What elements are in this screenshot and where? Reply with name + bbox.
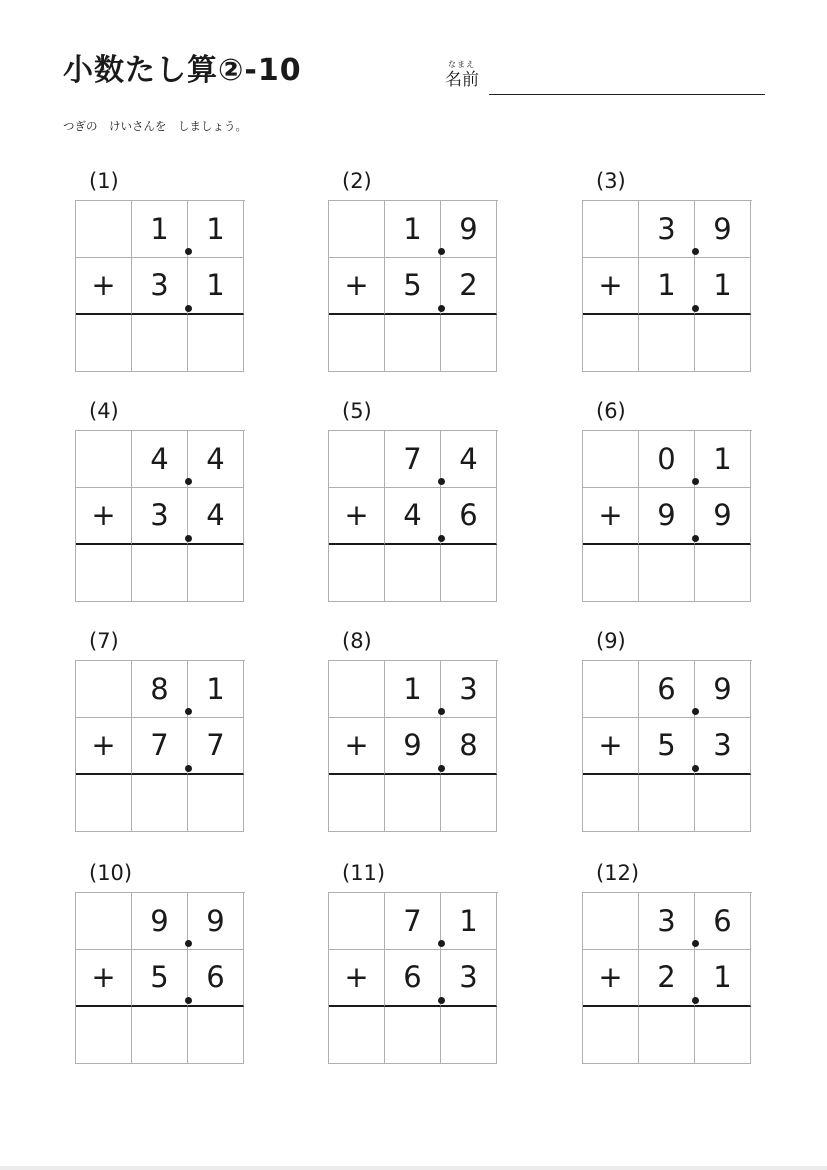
bottom-ones-digit: 3 bbox=[132, 258, 188, 315]
answer-tenths-cell[interactable] bbox=[188, 775, 244, 832]
answer-cell[interactable] bbox=[583, 545, 639, 602]
top-tenths-digit: 1 bbox=[441, 893, 497, 950]
answer-ones-cell[interactable] bbox=[385, 545, 441, 602]
answer-tenths-cell[interactable] bbox=[441, 545, 497, 602]
calculation-grid bbox=[582, 430, 752, 602]
top-decimal-point bbox=[438, 940, 445, 947]
answer-cell[interactable] bbox=[76, 315, 132, 372]
answer-cell[interactable] bbox=[583, 775, 639, 832]
problem-2 bbox=[328, 168, 498, 368]
answer-cell[interactable] bbox=[583, 1007, 639, 1064]
answer-cell[interactable] bbox=[329, 1007, 385, 1064]
answer-cell[interactable] bbox=[329, 315, 385, 372]
bottom-ones-digit: 9 bbox=[639, 488, 695, 545]
plus-sign: + bbox=[583, 258, 639, 315]
bottom-tenths-digit: 1 bbox=[188, 258, 244, 315]
answer-cell[interactable] bbox=[329, 545, 385, 602]
bottom-decimal-point bbox=[185, 765, 192, 772]
answer-tenths-cell[interactable] bbox=[441, 775, 497, 832]
answer-tenths-cell[interactable] bbox=[188, 545, 244, 602]
worksheet-title: 小数たし算②-10 bbox=[63, 53, 302, 88]
bottom-ones-digit: 4 bbox=[385, 488, 441, 545]
name-label: 名前 bbox=[445, 70, 479, 90]
top-decimal-point bbox=[185, 478, 192, 485]
bottom-tenths-digit: 9 bbox=[695, 488, 751, 545]
answer-ones-cell[interactable] bbox=[385, 1007, 441, 1064]
top-ones-digit: 7 bbox=[385, 431, 441, 488]
calculation-grid bbox=[582, 660, 752, 832]
calculation-grid bbox=[75, 660, 245, 832]
empty-cell bbox=[76, 893, 132, 950]
top-decimal-point bbox=[438, 708, 445, 715]
problem-number: (2) bbox=[342, 169, 372, 193]
calculation-grid bbox=[328, 430, 498, 602]
bottom-decimal-point bbox=[185, 997, 192, 1004]
top-tenths-digit: 9 bbox=[695, 661, 751, 718]
problem-7 bbox=[75, 628, 245, 828]
answer-cell[interactable] bbox=[76, 545, 132, 602]
top-ones-digit: 3 bbox=[639, 893, 695, 950]
top-decimal-point bbox=[692, 248, 699, 255]
top-tenths-digit: 1 bbox=[188, 661, 244, 718]
top-decimal-point bbox=[438, 248, 445, 255]
problem-number: (4) bbox=[89, 399, 119, 423]
plus-sign: + bbox=[76, 950, 132, 1007]
answer-ones-cell[interactable] bbox=[639, 545, 695, 602]
plus-sign: + bbox=[583, 950, 639, 1007]
empty-cell bbox=[76, 431, 132, 488]
top-ones-digit: 9 bbox=[132, 893, 188, 950]
plus-sign: + bbox=[329, 950, 385, 1007]
top-tenths-digit: 3 bbox=[441, 661, 497, 718]
top-ones-digit: 1 bbox=[385, 201, 441, 258]
empty-cell bbox=[583, 893, 639, 950]
bottom-decimal-point bbox=[438, 535, 445, 542]
top-tenths-digit: 9 bbox=[695, 201, 751, 258]
answer-ones-cell[interactable] bbox=[132, 315, 188, 372]
problem-8 bbox=[328, 628, 498, 828]
bottom-ones-digit: 2 bbox=[639, 950, 695, 1007]
bottom-tenths-digit: 6 bbox=[188, 950, 244, 1007]
answer-ones-cell[interactable] bbox=[132, 1007, 188, 1064]
problem-3 bbox=[582, 168, 752, 368]
name-field bbox=[445, 60, 765, 96]
empty-cell bbox=[329, 431, 385, 488]
answer-ones-cell[interactable] bbox=[385, 775, 441, 832]
answer-tenths-cell[interactable] bbox=[695, 315, 751, 372]
top-decimal-point bbox=[692, 940, 699, 947]
top-tenths-digit: 9 bbox=[188, 893, 244, 950]
answer-ones-cell[interactable] bbox=[639, 1007, 695, 1064]
name-write-line[interactable] bbox=[489, 94, 765, 95]
empty-cell bbox=[583, 661, 639, 718]
answer-ones-cell[interactable] bbox=[132, 545, 188, 602]
plus-sign: + bbox=[76, 718, 132, 775]
calculation-grid bbox=[75, 200, 245, 372]
plus-sign: + bbox=[583, 718, 639, 775]
problem-number: (10) bbox=[89, 861, 133, 885]
bottom-decimal-point bbox=[438, 997, 445, 1004]
answer-tenths-cell[interactable] bbox=[188, 315, 244, 372]
problem-number: (1) bbox=[89, 169, 119, 193]
bottom-decimal-point bbox=[438, 305, 445, 312]
problem-11 bbox=[328, 860, 498, 1060]
top-tenths-digit: 6 bbox=[695, 893, 751, 950]
answer-cell[interactable] bbox=[583, 315, 639, 372]
plus-sign: + bbox=[329, 488, 385, 545]
bottom-decimal-point bbox=[185, 535, 192, 542]
top-decimal-point bbox=[438, 478, 445, 485]
plus-sign: + bbox=[329, 718, 385, 775]
empty-cell bbox=[76, 661, 132, 718]
answer-cell[interactable] bbox=[329, 775, 385, 832]
empty-cell bbox=[329, 893, 385, 950]
calculation-grid bbox=[582, 200, 752, 372]
problem-5 bbox=[328, 398, 498, 598]
top-decimal-point bbox=[185, 940, 192, 947]
problem-6 bbox=[582, 398, 752, 598]
bottom-ones-digit: 1 bbox=[639, 258, 695, 315]
top-tenths-digit: 1 bbox=[695, 431, 751, 488]
empty-cell bbox=[329, 201, 385, 258]
bottom-tenths-digit: 7 bbox=[188, 718, 244, 775]
top-ones-digit: 1 bbox=[132, 201, 188, 258]
bottom-decimal-point bbox=[692, 997, 699, 1004]
problem-number: (12) bbox=[596, 861, 640, 885]
bottom-tenths-digit: 8 bbox=[441, 718, 497, 775]
problem-number: (9) bbox=[596, 629, 626, 653]
bottom-ones-digit: 5 bbox=[385, 258, 441, 315]
bottom-decimal-point bbox=[692, 305, 699, 312]
bottom-tenths-digit: 2 bbox=[441, 258, 497, 315]
plus-sign: + bbox=[329, 258, 385, 315]
answer-tenths-cell[interactable] bbox=[695, 545, 751, 602]
calculation-grid bbox=[328, 892, 498, 1064]
answer-ones-cell[interactable] bbox=[639, 775, 695, 832]
top-ones-digit: 3 bbox=[639, 201, 695, 258]
answer-cell[interactable] bbox=[76, 1007, 132, 1064]
empty-cell bbox=[76, 201, 132, 258]
calculation-grid bbox=[328, 200, 498, 372]
top-tenths-digit: 9 bbox=[441, 201, 497, 258]
empty-cell bbox=[583, 201, 639, 258]
top-ones-digit: 7 bbox=[385, 893, 441, 950]
top-decimal-point bbox=[692, 708, 699, 715]
name-furigana: なまえ bbox=[448, 60, 475, 69]
bottom-tenths-digit: 1 bbox=[695, 950, 751, 1007]
answer-tenths-cell[interactable] bbox=[188, 1007, 244, 1064]
calculation-grid bbox=[582, 892, 752, 1064]
top-ones-digit: 8 bbox=[132, 661, 188, 718]
instruction-text: つぎの けいさんを しましょう。 bbox=[63, 119, 247, 133]
top-decimal-point bbox=[185, 248, 192, 255]
bottom-tenths-digit: 1 bbox=[695, 258, 751, 315]
answer-tenths-cell[interactable] bbox=[441, 315, 497, 372]
bottom-ones-digit: 7 bbox=[132, 718, 188, 775]
calculation-grid bbox=[75, 430, 245, 602]
calculation-grid bbox=[75, 892, 245, 1064]
bottom-tenths-digit: 3 bbox=[695, 718, 751, 775]
problem-4 bbox=[75, 398, 245, 598]
problem-number: (3) bbox=[596, 169, 626, 193]
top-tenths-digit: 4 bbox=[441, 431, 497, 488]
bottom-ones-digit: 5 bbox=[132, 950, 188, 1007]
bottom-decimal-point bbox=[692, 535, 699, 542]
problem-number: (6) bbox=[596, 399, 626, 423]
bottom-ones-digit: 3 bbox=[132, 488, 188, 545]
problem-number: (5) bbox=[342, 399, 372, 423]
answer-tenths-cell[interactable] bbox=[695, 1007, 751, 1064]
top-ones-digit: 0 bbox=[639, 431, 695, 488]
bottom-decimal-point bbox=[692, 765, 699, 772]
plus-sign: + bbox=[76, 258, 132, 315]
problem-10 bbox=[75, 860, 245, 1060]
bottom-tenths-digit: 6 bbox=[441, 488, 497, 545]
problem-number: (8) bbox=[342, 629, 372, 653]
plus-sign: + bbox=[76, 488, 132, 545]
answer-tenths-cell[interactable] bbox=[441, 1007, 497, 1064]
answer-tenths-cell[interactable] bbox=[695, 775, 751, 832]
top-decimal-point bbox=[692, 478, 699, 485]
bottom-ones-digit: 6 bbox=[385, 950, 441, 1007]
answer-ones-cell[interactable] bbox=[132, 775, 188, 832]
problem-9 bbox=[582, 628, 752, 828]
answer-ones-cell[interactable] bbox=[385, 315, 441, 372]
bottom-ones-digit: 9 bbox=[385, 718, 441, 775]
plus-sign: + bbox=[583, 488, 639, 545]
calculation-grid bbox=[328, 660, 498, 832]
top-tenths-digit: 1 bbox=[188, 201, 244, 258]
bottom-ones-digit: 5 bbox=[639, 718, 695, 775]
top-ones-digit: 4 bbox=[132, 431, 188, 488]
bottom-decimal-point bbox=[185, 305, 192, 312]
top-tenths-digit: 4 bbox=[188, 431, 244, 488]
top-decimal-point bbox=[185, 708, 192, 715]
answer-cell[interactable] bbox=[76, 775, 132, 832]
bottom-tenths-digit: 4 bbox=[188, 488, 244, 545]
top-ones-digit: 1 bbox=[385, 661, 441, 718]
empty-cell bbox=[329, 661, 385, 718]
empty-cell bbox=[583, 431, 639, 488]
problem-number: (11) bbox=[342, 861, 386, 885]
answer-ones-cell[interactable] bbox=[639, 315, 695, 372]
bottom-tenths-digit: 3 bbox=[441, 950, 497, 1007]
problem-1 bbox=[75, 168, 245, 368]
bottom-decimal-point bbox=[438, 765, 445, 772]
problem-number: (7) bbox=[89, 629, 119, 653]
top-ones-digit: 6 bbox=[639, 661, 695, 718]
problem-12 bbox=[582, 860, 752, 1060]
page-bottom-edge bbox=[0, 1166, 827, 1170]
